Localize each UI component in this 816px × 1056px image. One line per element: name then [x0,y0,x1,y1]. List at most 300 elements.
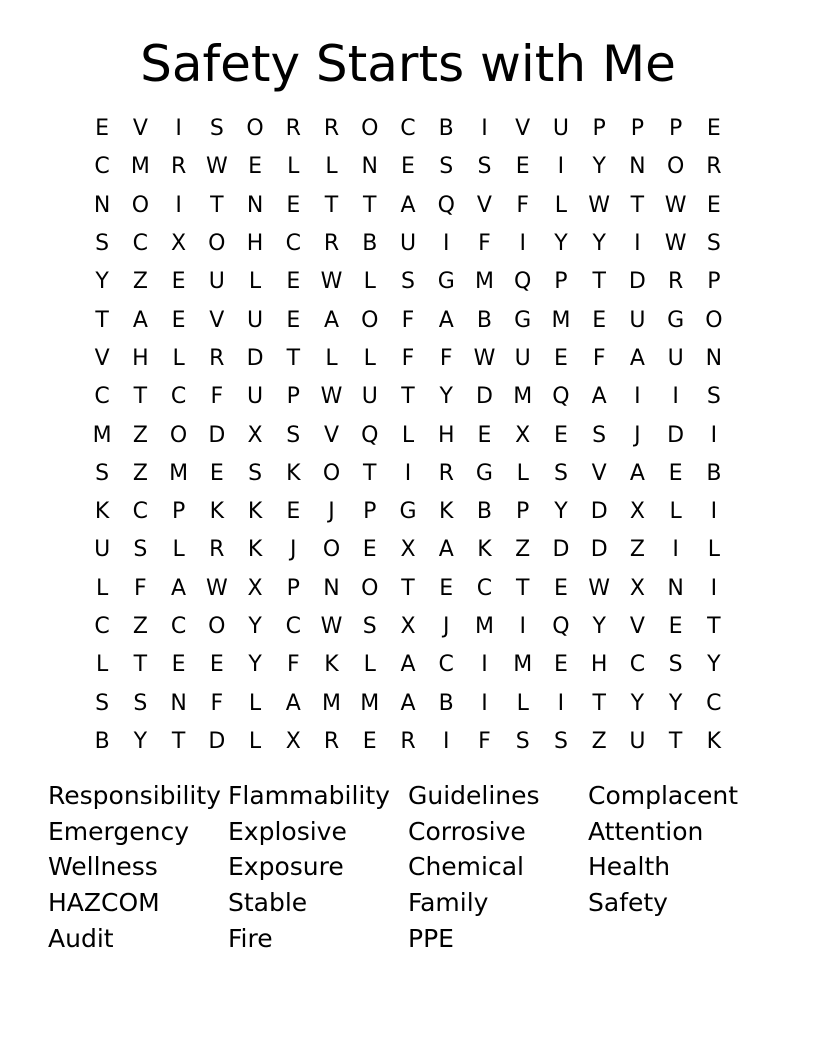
grid-letter[interactable]: Q [361,422,379,448]
grid-letter[interactable]: Z [591,728,607,754]
grid-letter[interactable]: E [209,652,224,678]
grid-letter[interactable]: Q [552,614,570,639]
word-bank [48,778,768,956]
grid-letter[interactable]: Z [132,460,148,486]
grid-letter[interactable]: L [363,345,376,371]
word-bank-row [48,885,768,921]
word-search-grid[interactable] [83,110,733,765]
grid-letter[interactable]: I [710,422,718,448]
grid-letter[interactable]: C [706,690,722,716]
grid-letter[interactable]: L [363,269,376,295]
grid-letter[interactable]: S [133,537,148,563]
grid-letter[interactable]: A [400,192,416,218]
grid-letter[interactable]: D [590,537,608,563]
grid-letter[interactable]: Z [132,269,148,295]
grid-letter[interactable]: T [363,192,377,218]
grid-letter[interactable]: F [401,345,415,371]
grid-letter[interactable]: O [705,307,723,333]
grid-letter[interactable]: E [171,269,186,295]
grid-letter[interactable]: D [208,728,226,754]
grid-letter[interactable]: R [400,728,416,754]
grid-letter[interactable]: C [400,116,416,142]
grid-letter[interactable]: S [401,269,415,295]
grid-letter[interactable]: W [320,614,343,639]
grid-letter[interactable]: F [210,384,224,410]
grid-letter[interactable]: C [285,614,301,639]
grid-letter[interactable]: C [170,614,187,639]
grid-letter[interactable]: F [592,345,606,371]
grid-letter[interactable]: N [323,575,340,601]
grid-letter[interactable]: O [322,537,341,563]
grid-letter[interactable]: B [94,728,110,754]
grid-letter[interactable]: E [553,575,568,601]
grid-letter[interactable]: E [286,307,301,333]
grid-letter[interactable]: I [481,116,488,142]
grid-letter[interactable]: T [592,690,606,716]
grid-letter[interactable]: F [286,652,300,678]
grid-letter[interactable]: U [208,269,225,295]
grid-letter[interactable]: V [629,614,645,639]
grid-letter[interactable]: Z [515,537,531,563]
grid-letter[interactable]: F [210,690,224,716]
grid-letter[interactable]: C [438,652,454,678]
grid-letter[interactable]: Y [707,652,721,678]
grid-letter[interactable]: M [130,154,150,180]
grid-row [83,225,733,263]
grid-letter[interactable]: U [247,307,264,333]
grid-letter[interactable]: L [669,499,682,525]
grid-letter[interactable]: N [629,154,646,180]
grid-letter[interactable]: T [210,192,224,218]
grid-letter[interactable]: K [209,499,225,525]
grid-letter[interactable]: O [208,614,226,639]
word-bank-word: PPE [408,923,454,953]
grid-letter[interactable]: F [134,575,147,601]
grid-letter[interactable]: T [592,269,606,295]
grid-letter[interactable]: C [94,384,110,410]
grid-letter[interactable]: U [629,728,646,754]
grid-letter[interactable]: N [246,192,264,218]
grid-letter[interactable]: Z [132,614,148,639]
grid-letter[interactable]: X [285,728,301,754]
grid-letter[interactable]: U [667,345,684,371]
grid-letter[interactable]: X [171,231,187,257]
grid-letter[interactable]: A [629,345,645,371]
grid-letter[interactable]: L [554,192,568,218]
word-bank-word: Explosive [228,816,347,846]
grid-letter[interactable]: L [707,537,720,563]
grid-letter[interactable]: B [438,690,454,716]
grid-letter[interactable]: L [401,422,415,448]
grid-letter[interactable]: O [361,307,379,333]
grid-letter[interactable]: Y [248,652,262,678]
grid-letter[interactable]: V [132,116,148,142]
grid-letter[interactable]: R [170,154,187,180]
grid-letter[interactable]: A [629,460,645,486]
grid-letter[interactable]: G [475,460,493,486]
grid-letter[interactable]: M [322,690,342,716]
grid-letter[interactable]: M [169,460,189,486]
grid-letter[interactable]: G [399,499,417,525]
grid-letter[interactable]: E [515,154,530,180]
grid-letter[interactable]: E [286,269,301,295]
grid-letter[interactable]: Y [668,690,683,716]
grid-letter[interactable]: E [706,192,721,218]
grid-letter[interactable]: E [95,116,110,142]
grid-letter[interactable]: P [171,499,186,525]
grid-letter[interactable]: T [133,384,148,410]
grid-letter[interactable]: J [328,499,335,525]
grid-letter[interactable]: R [323,231,340,257]
grid-letter[interactable]: E [248,154,262,180]
grid-letter[interactable]: E [553,422,568,448]
grid-letter[interactable]: S [553,728,568,754]
grid-letter[interactable]: E [592,307,607,333]
grid-letter[interactable]: G [667,307,685,333]
grid-letter[interactable]: F [478,728,491,754]
grid-letter[interactable]: M [474,269,494,295]
grid-letter[interactable]: P [630,116,645,142]
grid-letter[interactable]: L [95,652,109,678]
grid-letter[interactable]: W [588,575,611,601]
grid-letter[interactable]: O [131,192,150,218]
grid-letter[interactable]: A [132,307,148,333]
grid-letter[interactable]: N [361,154,378,180]
grid-letter[interactable]: Y [95,269,109,295]
word-bank-row [48,814,768,850]
grid-letter[interactable]: X [629,575,645,601]
grid-letter[interactable]: X [400,614,416,639]
grid-letter[interactable]: N [93,192,111,218]
grid-letter[interactable]: W [664,192,687,218]
grid-letter[interactable]: O [208,231,226,257]
grid-letter[interactable]: O [361,575,379,601]
grid-letter[interactable]: K [94,499,110,525]
grid-letter[interactable]: I [672,537,679,563]
grid-letter[interactable]: U [552,116,569,142]
grid-letter[interactable]: S [95,231,110,257]
grid-letter[interactable]: E [706,116,721,142]
grid-letter[interactable]: S [439,154,454,180]
grid-letter[interactable]: L [248,728,262,754]
grid-letter[interactable]: O [666,154,685,180]
grid-letter[interactable]: F [478,231,491,257]
grid-letter[interactable]: U [629,307,646,333]
word-bank-word: Health [588,852,671,882]
grid-letter[interactable]: M [360,690,380,716]
grid-letter[interactable]: D [475,384,493,410]
grid-letter[interactable]: V [515,116,531,142]
grid-letter[interactable]: S [248,460,263,486]
grid-letter[interactable]: X [400,537,416,563]
grid-letter[interactable]: P [592,116,606,142]
grid-letter[interactable]: U [399,231,417,257]
grid-letter[interactable]: O [246,116,264,142]
grid-letter[interactable]: P [286,384,300,410]
grid-letter[interactable]: H [590,652,608,678]
grid-letter[interactable]: Z [132,422,148,448]
grid-letter[interactable]: W [473,345,496,371]
grid-letter[interactable]: A [285,690,301,716]
grid-letter[interactable]: I [481,690,488,716]
grid-letter[interactable]: R [323,116,340,142]
grid-letter[interactable]: P [286,575,300,601]
grid-letter[interactable]: H [437,422,455,448]
grid-letter[interactable]: V [476,192,492,218]
grid-letter[interactable]: D [590,499,608,525]
grid-letter[interactable]: K [439,499,454,525]
grid-letter[interactable]: E [553,652,568,678]
grid-letter[interactable]: M [474,614,494,639]
grid-letter[interactable]: I [519,231,526,257]
grid-letter[interactable]: M [551,307,571,333]
grid-letter[interactable]: T [401,575,415,601]
grid-letter[interactable]: R [285,116,301,142]
grid-letter[interactable]: K [247,499,263,525]
grid-letter[interactable]: P [554,269,568,295]
grid-letter[interactable]: T [133,652,148,678]
grid-letter[interactable]: X [247,575,263,601]
grid-letter[interactable]: N [705,345,723,371]
grid-letter[interactable]: U [361,384,378,410]
grid-letter[interactable]: C [132,499,149,525]
grid-letter[interactable]: T [286,345,301,371]
grid-letter[interactable]: V [591,460,607,486]
word-bank-word: Safety [588,888,668,918]
grid-letter[interactable]: T [401,384,415,410]
grid-letter[interactable]: T [95,307,109,333]
grid-letter[interactable]: C [476,575,493,601]
grid-letter[interactable]: I [557,154,565,180]
grid-letter[interactable]: I [672,384,679,410]
grid-letter[interactable]: U [247,384,264,410]
grid-letter[interactable]: T [171,728,186,754]
grid-letter[interactable]: B [706,460,722,486]
grid-letter[interactable]: A [171,575,187,601]
grid-letter[interactable]: P [363,499,377,525]
grid-letter[interactable]: Y [439,384,453,410]
grid-letter[interactable]: L [325,154,338,180]
grid-letter[interactable]: F [401,307,415,333]
grid-letter[interactable]: Q [514,269,532,295]
grid-letter[interactable]: D [208,422,226,448]
grid-letter[interactable]: Y [554,231,568,257]
grid-letter[interactable]: K [706,728,722,754]
grid-letter[interactable]: M [513,652,533,678]
grid-letter[interactable]: J [634,422,641,448]
grid-letter[interactable]: C [629,652,646,678]
grid-letter[interactable]: E [553,345,568,371]
grid-letter[interactable]: L [248,690,262,716]
grid-letter[interactable]: Y [133,728,148,754]
grid-letter[interactable]: T [363,460,377,486]
grid-letter[interactable]: I [519,614,526,639]
grid-letter[interactable]: T [630,192,645,218]
grid-letter[interactable]: G [437,269,455,295]
grid-letter[interactable]: C [94,614,110,639]
grid-letter[interactable]: O [361,116,379,142]
grid-letter[interactable]: D [667,422,685,448]
grid-letter[interactable]: K [286,460,301,486]
grid-letter[interactable]: L [516,690,529,716]
grid-letter[interactable]: I [557,690,565,716]
grid-letter[interactable]: S [553,460,568,486]
grid-letter[interactable]: Y [592,614,606,639]
grid-letter[interactable]: R [438,460,454,486]
grid-letter[interactable]: L [172,345,185,371]
grid-letter[interactable]: X [629,499,645,525]
grid-letter[interactable]: Y [592,231,606,257]
grid-letter[interactable]: K [247,537,263,563]
grid-letter[interactable]: P [707,269,721,295]
grid-letter[interactable]: B [362,231,378,257]
grid-letter[interactable]: E [668,614,683,639]
grid-letter[interactable]: F [516,192,530,218]
grid-letter[interactable]: E [286,192,301,218]
grid-letter[interactable]: L [325,345,338,371]
grid-letter[interactable]: E [209,460,224,486]
grid-letter[interactable]: X [515,422,531,448]
grid-letter[interactable]: O [322,460,341,486]
grid-letter[interactable]: Q [437,192,455,218]
grid-letter[interactable]: E [171,307,186,333]
grid-letter[interactable]: I [710,499,718,525]
grid-letter[interactable]: R [667,269,684,295]
grid-letter[interactable]: R [209,537,225,563]
grid-letter[interactable]: K [477,537,492,563]
grid-letter[interactable]: E [286,499,301,525]
grid-letter[interactable]: A [591,384,607,410]
grid-letter[interactable]: M [92,422,112,448]
grid-letter[interactable]: A [323,307,340,333]
grid-row [83,493,733,531]
grid-letter[interactable]: Z [629,537,645,563]
grid-letter[interactable]: W [664,231,687,257]
grid-letter[interactable]: G [514,307,532,333]
grid-letter[interactable]: L [516,460,529,486]
grid-letter[interactable]: K [324,652,339,678]
grid-letter[interactable]: C [285,231,301,257]
grid-letter[interactable]: W [205,575,228,601]
grid-letter[interactable]: S [286,422,301,448]
grid-letter[interactable]: S [209,116,224,142]
grid-letter[interactable]: L [287,154,300,180]
grid-letter[interactable]: S [706,231,721,257]
grid-letter[interactable]: Y [630,690,645,716]
grid-letter[interactable]: D [552,537,570,563]
grid-letter[interactable]: H [132,345,149,371]
grid-letter[interactable]: T [515,575,530,601]
grid-letter[interactable]: U [514,345,531,371]
grid-letter[interactable]: L [248,269,262,295]
grid-letter[interactable]: E [668,460,683,486]
grid-letter[interactable]: S [95,690,110,716]
grid-letter[interactable]: S [362,614,377,639]
grid-letter[interactable]: J [442,614,450,639]
grid-letter[interactable]: W [320,269,343,295]
grid-letter[interactable]: W [205,154,228,180]
grid-letter[interactable]: V [323,422,340,448]
grid-letter[interactable]: R [706,154,722,180]
grid-letter[interactable]: Q [552,384,570,410]
grid-letter[interactable]: C [94,154,110,180]
grid-letter[interactable]: S [592,422,607,448]
grid-letter[interactable]: I [175,116,182,142]
grid-letter[interactable]: P [668,116,683,142]
grid-letter[interactable]: R [209,345,225,371]
grid-letter[interactable]: B [476,307,492,333]
grid-letter[interactable]: W [588,192,611,218]
grid-letter[interactable]: X [247,422,263,448]
grid-letter[interactable]: E [171,652,186,678]
grid-letter[interactable]: S [95,460,110,486]
grid-letter[interactable]: E [439,575,454,601]
grid-letter[interactable]: I [710,575,718,601]
grid-letter[interactable]: B [438,116,454,142]
grid-letter[interactable]: E [362,537,377,563]
grid-letter[interactable]: U [94,537,111,563]
grid-letter[interactable]: Y [248,614,262,639]
grid-letter[interactable]: B [476,499,492,525]
grid-letter[interactable]: V [209,307,225,333]
grid-letter[interactable]: Y [554,499,568,525]
grid-letter[interactable]: Y [592,154,606,180]
grid-letter[interactable]: L [363,652,376,678]
grid-letter[interactable]: L [95,575,109,601]
grid-letter[interactable]: P [516,499,530,525]
grid-letter[interactable]: A [438,307,454,333]
grid-letter[interactable]: D [246,345,264,371]
grid-letter[interactable]: C [170,384,187,410]
grid-letter[interactable]: S [668,652,683,678]
grid-letter[interactable]: A [400,652,416,678]
grid-letter[interactable]: N [667,575,684,601]
grid-letter[interactable]: W [320,384,343,410]
grid-letter[interactable]: L [172,537,185,563]
grid-letter[interactable]: I [404,460,412,486]
grid-letter[interactable]: I [442,728,450,754]
grid-letter[interactable]: A [438,537,454,563]
grid-letter[interactable]: F [439,345,453,371]
grid-row [83,110,733,148]
grid-letter[interactable]: N [170,690,187,716]
grid-letter[interactable]: O [169,422,188,448]
grid-letter[interactable]: D [628,269,646,295]
grid-letter[interactable]: J [290,537,297,563]
grid-letter[interactable]: E [477,422,492,448]
grid-letter[interactable]: E [362,728,377,754]
grid-letter[interactable]: V [94,345,110,371]
grid-letter[interactable]: M [513,384,533,410]
grid-letter[interactable]: T [668,728,683,754]
grid-letter[interactable]: I [634,231,641,257]
grid-letter[interactable]: I [175,192,182,218]
grid-letter[interactable]: E [401,154,415,180]
grid-letter[interactable]: S [477,154,492,180]
grid-letter[interactable]: S [515,728,530,754]
grid-letter[interactable]: I [481,652,488,678]
grid-letter[interactable]: I [634,384,641,410]
grid-letter[interactable]: T [707,614,721,639]
grid-letter[interactable]: C [132,231,149,257]
grid-letter[interactable]: H [246,231,264,257]
grid-letter[interactable]: R [323,728,340,754]
grid-letter[interactable]: S [706,384,721,410]
grid-letter[interactable]: T [324,192,339,218]
grid-letter[interactable]: S [133,690,148,716]
grid-letter[interactable]: A [400,690,416,716]
grid-letter[interactable]: I [442,231,450,257]
